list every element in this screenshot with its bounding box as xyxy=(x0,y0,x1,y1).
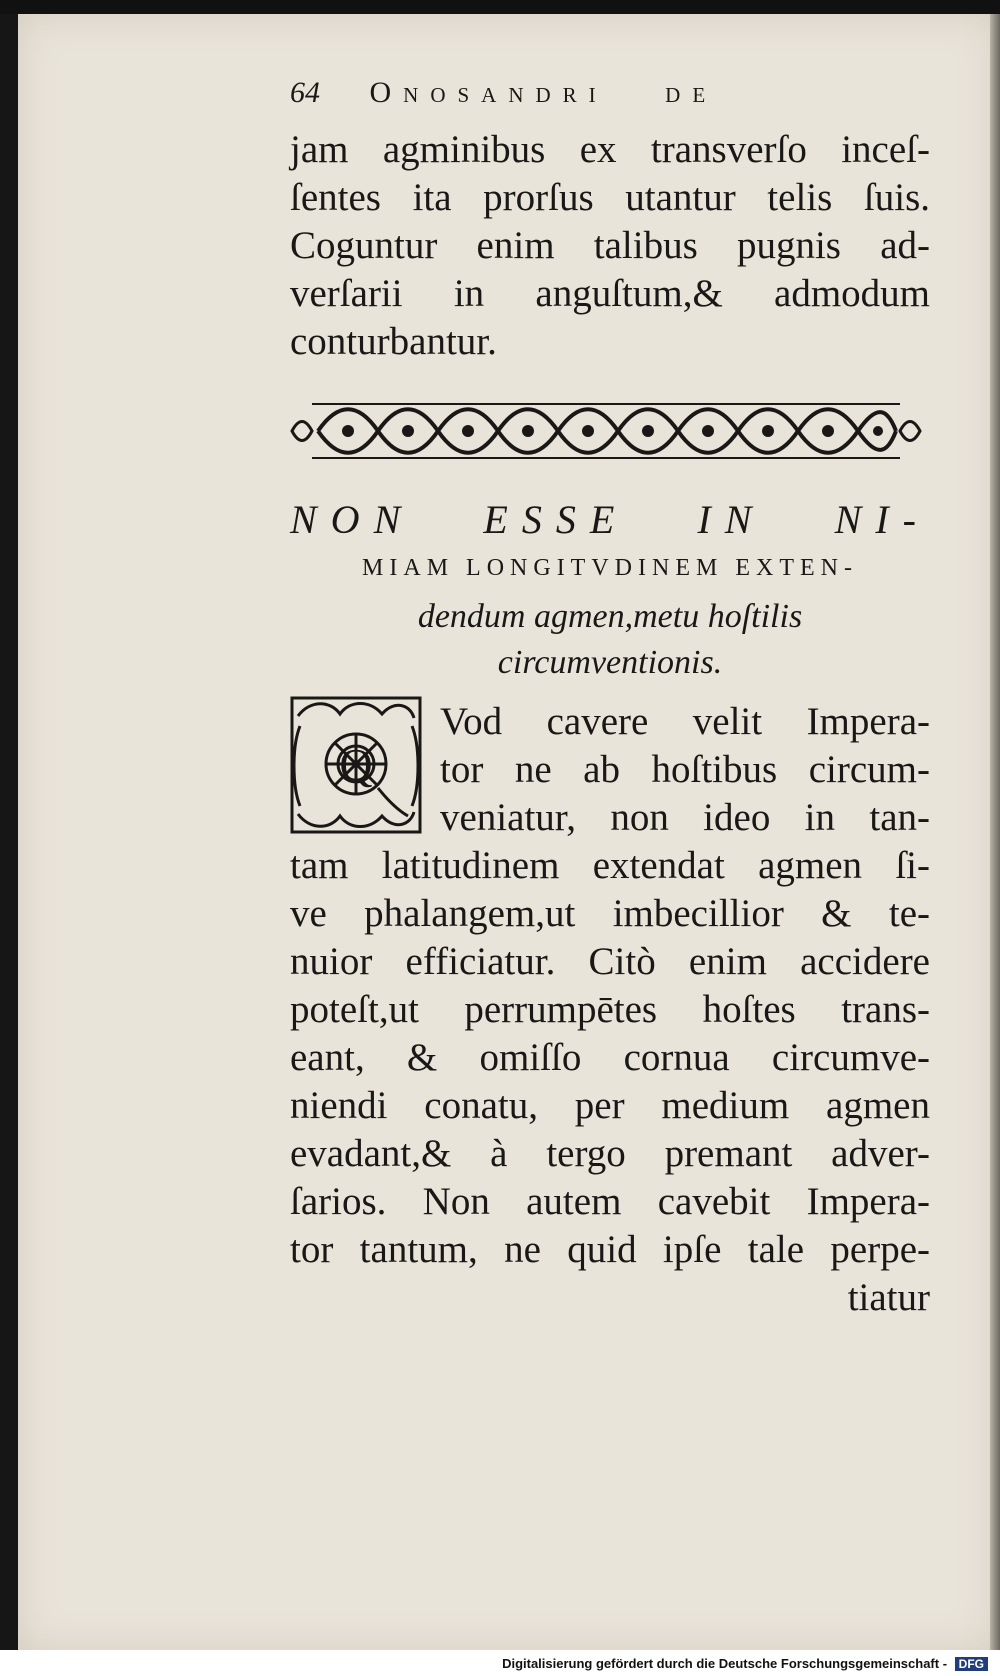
dfg-logo: DFG xyxy=(955,1657,988,1671)
chapter-heading-subtitle xyxy=(290,594,930,686)
text-line: verſarii in anguſtum,& admodum xyxy=(290,272,930,315)
text-line: poteſt,ut perrumpētes hoſtes trans- xyxy=(290,988,930,1031)
scanner-top-edge xyxy=(0,0,1000,14)
text-line: conturbantur. xyxy=(290,320,497,363)
page-number: 64 xyxy=(290,76,320,109)
chapter-heading-line-1: NON ESSE IN NI- xyxy=(290,497,930,542)
running-head-de: de xyxy=(665,76,718,109)
decorated-initial-letter xyxy=(290,696,422,834)
text-line: tor ne ab hoſtibus circum- xyxy=(440,748,930,791)
text-line: Coguntur enim talibus pugnis ad- xyxy=(290,224,930,267)
text-line: tam latitudinem extendat agmen ſi- xyxy=(290,844,930,887)
page-fore-edge xyxy=(990,14,1000,1650)
chapter-heading-line-3: dendum agmen,metu hoſtilis xyxy=(417,598,803,635)
text-line: ſentes ita prorſus utantur telis ſuis. xyxy=(290,176,930,219)
paragraph-body xyxy=(290,842,930,1322)
text-line: veniatur, non ideo in tan- xyxy=(440,796,930,839)
text-line: ſarios. Non autem cavebit Impera- xyxy=(290,1180,930,1223)
text-line: evadant,& à tergo premant adver- xyxy=(290,1132,930,1175)
credit-text: Digitalisierung gefördert durch die Deutsche Forschungsgemeinschaft - xyxy=(502,1656,948,1671)
running-head xyxy=(290,76,930,110)
top-body-text xyxy=(290,126,930,366)
text-line: nuior efficiatur. Citò enim accidere xyxy=(290,940,930,983)
catchword: tiatur xyxy=(847,1276,930,1319)
chapter-heading-line-4: circumventionis. xyxy=(497,644,723,681)
text-line: tor tantum, ne quid ipſe tale perpe- xyxy=(290,1228,930,1271)
chapter-heading-line-2: MIAM LONGITVDINEM EXTEN- xyxy=(362,555,858,581)
text-line: eant, & omiſſo cornua circumve- xyxy=(290,1036,930,1079)
text-line: ve phalangem,ut imbecillior & te- xyxy=(290,892,930,935)
text-line: niendi conatu, per medium agmen xyxy=(290,1084,930,1127)
digitization-credit xyxy=(502,1656,988,1671)
text-line: jam agminibus ex transverſo inceſ- xyxy=(290,128,930,171)
running-head-title: Onosandri xyxy=(369,76,608,109)
text-line: Vod cavere velit Impera- xyxy=(440,700,930,743)
decorative-border-ornament xyxy=(288,392,924,470)
paragraph-opening xyxy=(440,698,930,842)
initial-letter-glyph: Q xyxy=(339,739,373,790)
